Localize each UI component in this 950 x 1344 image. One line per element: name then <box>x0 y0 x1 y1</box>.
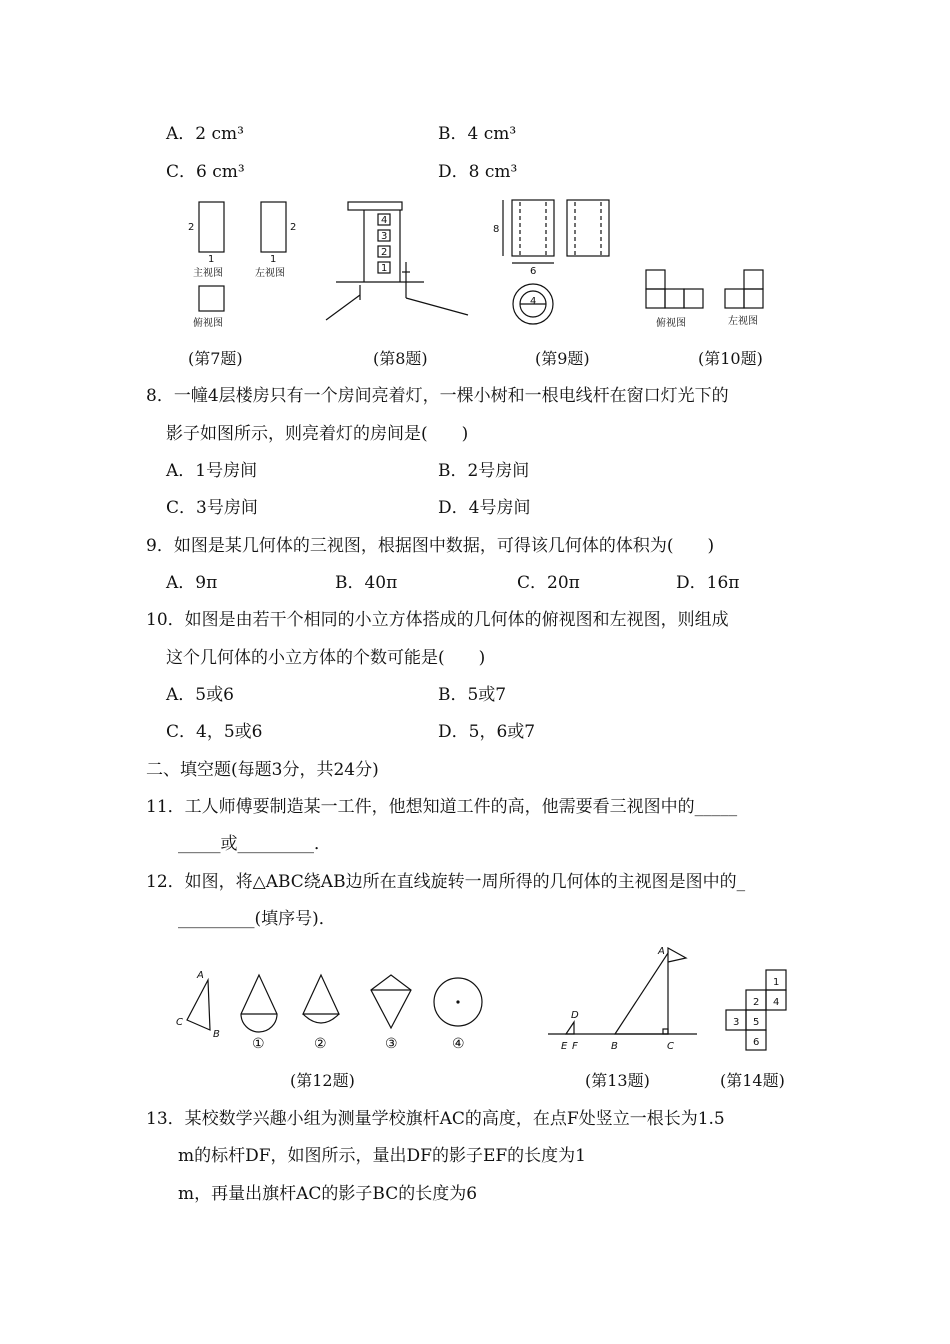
q13-label-e: E <box>561 1041 568 1052</box>
q7-option-c: C．6 cm³ <box>166 162 245 182</box>
q10-left-view-label: 左视图 <box>728 316 758 327</box>
q9-option-d: D．16π <box>676 573 740 593</box>
q14-cell-6: 6 <box>753 1037 760 1048</box>
caption-q10: (第10题) <box>698 349 763 368</box>
q12-option3-shape <box>371 975 411 1028</box>
q7-dim-right: 2 <box>290 222 297 233</box>
caption-q12: (第12题) <box>290 1071 355 1090</box>
q9-option-a: A．9π <box>166 573 218 593</box>
q7-top-view-rect <box>199 286 224 311</box>
q12-option-2-label: ② <box>314 1036 327 1052</box>
caption-q9: (第9题) <box>535 349 590 368</box>
q10-option-b: B．5或7 <box>438 685 507 705</box>
q13-stem-line1: 13．某校数学兴趣小组为测量学校旗杆AC的高度，在点F处竖立一根长为1.5 <box>146 1109 725 1129</box>
q10-option-d: D．5，6或7 <box>438 722 536 742</box>
q7-front-view-rect <box>199 202 224 252</box>
q9-front-view <box>512 200 554 256</box>
q10-option-c: C．4，5或6 <box>166 722 263 742</box>
q9-option-b: B．40π <box>335 573 398 593</box>
q8-pole-shadow <box>406 298 468 315</box>
q8-option-d: D．4号房间 <box>438 498 531 518</box>
q8-stem-line2: 影子如图所示，则亮着灯的房间是( ) <box>166 424 469 444</box>
q14-cell-5: 5 <box>753 1017 760 1028</box>
q13-flag <box>668 948 686 962</box>
q8-option-a: A．1号房间 <box>166 461 258 481</box>
q7-option-a: A．2 cm³ <box>166 124 244 144</box>
q12-stem-line2: _________(填序号)． <box>178 909 336 929</box>
q13-label-f: F <box>572 1041 578 1052</box>
q13-label-a: A <box>658 946 665 957</box>
q7-top-view-label: 俯视图 <box>193 318 223 329</box>
q12-option4-shape <box>434 978 482 1026</box>
q7-dim-left: 2 <box>188 222 195 233</box>
q8-floor-3: 3 <box>381 231 388 242</box>
q7-option-b: B．4 cm³ <box>438 124 517 144</box>
q12-option-1-label: ① <box>252 1036 265 1052</box>
q7-left-view-rect <box>261 202 286 252</box>
caption-q7: (第7题) <box>188 349 243 368</box>
q9-diameter-label: 4 <box>530 296 537 307</box>
q11-stem-line1: 11．工人师傅要制造某一工件，他想知道工件的高，他需要看三视图中的_____ <box>146 797 738 817</box>
q8-floor-1: 1 <box>381 263 388 274</box>
q8-floor-2: 2 <box>381 247 388 258</box>
q12-label-a: A <box>197 970 204 981</box>
q12-label-b: B <box>213 1029 220 1040</box>
q10-stem-line2: 这个几何体的小立方体的个数可能是( ) <box>166 648 486 668</box>
q12-option1-shape <box>241 975 277 1032</box>
q14-cell-3: 3 <box>733 1017 740 1028</box>
q8-option-b: B．2号房间 <box>438 461 530 481</box>
q7-front-view-label: 主视图 <box>193 268 223 279</box>
q12-option-4-label: ④ <box>452 1036 465 1052</box>
q8-roof <box>348 202 402 210</box>
q8-stem-line1: 8．一幢4层楼房只有一个房间亮着灯，一棵小树和一根电线杆在窗口灯光下的 <box>146 386 729 406</box>
caption-q8: (第8题) <box>373 349 428 368</box>
section-2-heading: 二、填空题(每题3分，共24分) <box>146 760 379 780</box>
q12-stem-line1: 12．如图，将△ABC绕AB边所在直线旋转一周所得的几何体的主视图是图中的_ <box>146 872 746 892</box>
q9-height-label: 8 <box>493 224 500 235</box>
q13-stem-line2: m的标杆DF，如图所示，量出DF的影子EF的长度为1 <box>178 1146 586 1166</box>
q9-width-label: 6 <box>530 266 537 277</box>
q12-triangle-abc <box>187 980 210 1030</box>
q11-stem-line2: _____或_________． <box>178 834 331 854</box>
q14-cell-1: 1 <box>773 977 780 988</box>
q13-label-c: C <box>667 1041 674 1052</box>
q13-big-triangle <box>615 953 668 1034</box>
q13-label-d: D <box>571 1010 579 1021</box>
q9-side-view <box>567 200 609 256</box>
q14-cell-4: 4 <box>773 997 780 1008</box>
q7-option-d: D．8 cm³ <box>438 162 518 182</box>
q12-option-3-label: ③ <box>385 1036 398 1052</box>
q10-option-a: A．5或6 <box>166 685 234 705</box>
q10-top-view-label: 俯视图 <box>656 318 686 329</box>
q10-stem-line1: 10．如图是由若干个相同的小立方体搭成的几何体的俯视图和左视图，则组成 <box>146 610 729 630</box>
q12-option2-shape <box>303 975 339 1014</box>
q8-tree-shadow <box>326 295 360 320</box>
q12-label-c: C <box>176 1017 183 1028</box>
q13-label-b: B <box>611 1041 618 1052</box>
q8-option-c: C．3号房间 <box>166 498 258 518</box>
caption-q14: (第14题) <box>720 1071 785 1090</box>
q9-option-c: C．20π <box>517 573 580 593</box>
q7-bottom-2: 1 <box>270 254 277 265</box>
q7-left-view-label: 左视图 <box>255 268 285 279</box>
q7-bottom-1: 1 <box>208 254 215 265</box>
q14-cell-2: 2 <box>753 997 760 1008</box>
q8-floor-4: 4 <box>381 215 388 226</box>
q9-stem: 9．如图是某几何体的三视图，根据图中数据，可得该几何体的体积为( ) <box>146 536 715 556</box>
q13-stem-line3: m，再量出旗杆AC的影子BC的长度为6 <box>178 1184 478 1204</box>
caption-q13: (第13题) <box>585 1071 650 1090</box>
